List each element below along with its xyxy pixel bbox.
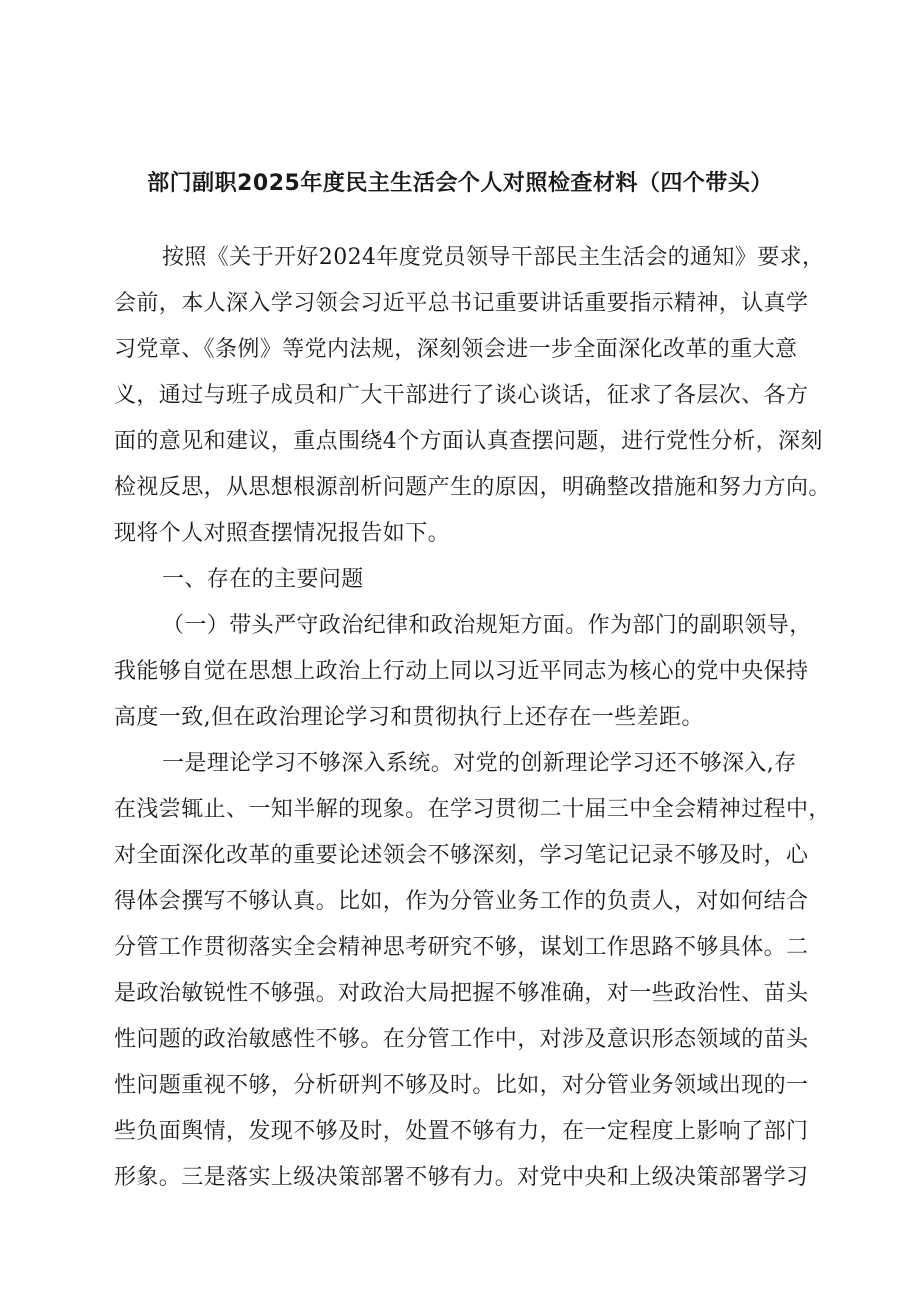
body-line: 得体会撰写不够认真。比如，作为分管业务工作的负责人，对如何结合 — [114, 889, 809, 914]
subsection-line: （一）带头严守政治纪律和政治规矩方面。作为部门的副职领导， — [162, 613, 812, 638]
section-heading: 一、存在的主要问题 — [162, 567, 364, 592]
intro-line: 检视反思，从思想根源剖析问题产生的原因，明确整改措施和努力方向。 — [114, 475, 831, 500]
intro-line: 义，通过与班子成员和广大干部进行了谈心谈话，征求了各层次、各方 — [114, 383, 809, 408]
body-line: 是政治敏锐性不够强。对政治大局把握不够准确，对一些政治性、苗头 — [114, 981, 809, 1006]
body-line: 在浅尝辄止、一知半解的现象。在学习贯彻二十届三中全会精神过程中， — [114, 797, 831, 822]
subsection-line: 高度一致,但在政治理论学习和贯彻执行上还存在一些差距。 — [114, 705, 704, 730]
body-line: 性问题重视不够，分析研判不够及时。比如，对分管业务领域出现的一 — [114, 1073, 809, 1098]
body-line: 对全面深化改革的重要论述领会不够深刻，学习笔记记录不够及时，心 — [114, 843, 809, 868]
body-line: 分管工作贯彻落实全会精神思考研究不够，谋划工作思路不够具体。二 — [114, 935, 809, 960]
intro-line: 习党章、《条例》等党内法规，深刻领会进一步全面深化改革的重大意 — [114, 337, 798, 362]
body-line: 些负面舆情，发现不够及时，处置不够有力，在一定程度上影响了部门 — [114, 1119, 809, 1144]
subsection-line: 我能够自觉在思想上政治上行动上同以习近平同志为核心的党中央保持 — [114, 659, 809, 684]
body-line: 一是理论学习不够深入系统。对党的创新理论学习还不够深入,存 — [162, 751, 797, 776]
intro-line: 会前，本人深入学习领会习近平总书记重要讲话重要指示精神，认真学 — [114, 291, 809, 316]
intro-line: 按照《关于开好2024年度党员领导干部民主生活会的通知》要求， — [162, 245, 825, 270]
intro-line: 面的意见和建议，重点围绕4个方面认真查摆问题，进行党性分析，深刻 — [114, 429, 823, 454]
body-line: 形象。三是落实上级决策部署不够有力。对党中央和上级决策部署学习 — [114, 1165, 809, 1190]
intro-line: 现将个人对照查摆情况报告如下。 — [114, 521, 451, 546]
document-title: 部门副职2025年度民主生活会个人对照检查材料（四个带头） — [147, 171, 773, 196]
body-line: 性问题的政治敏感性不够。在分管工作中，对涉及意识形态领域的苗头 — [114, 1027, 809, 1052]
